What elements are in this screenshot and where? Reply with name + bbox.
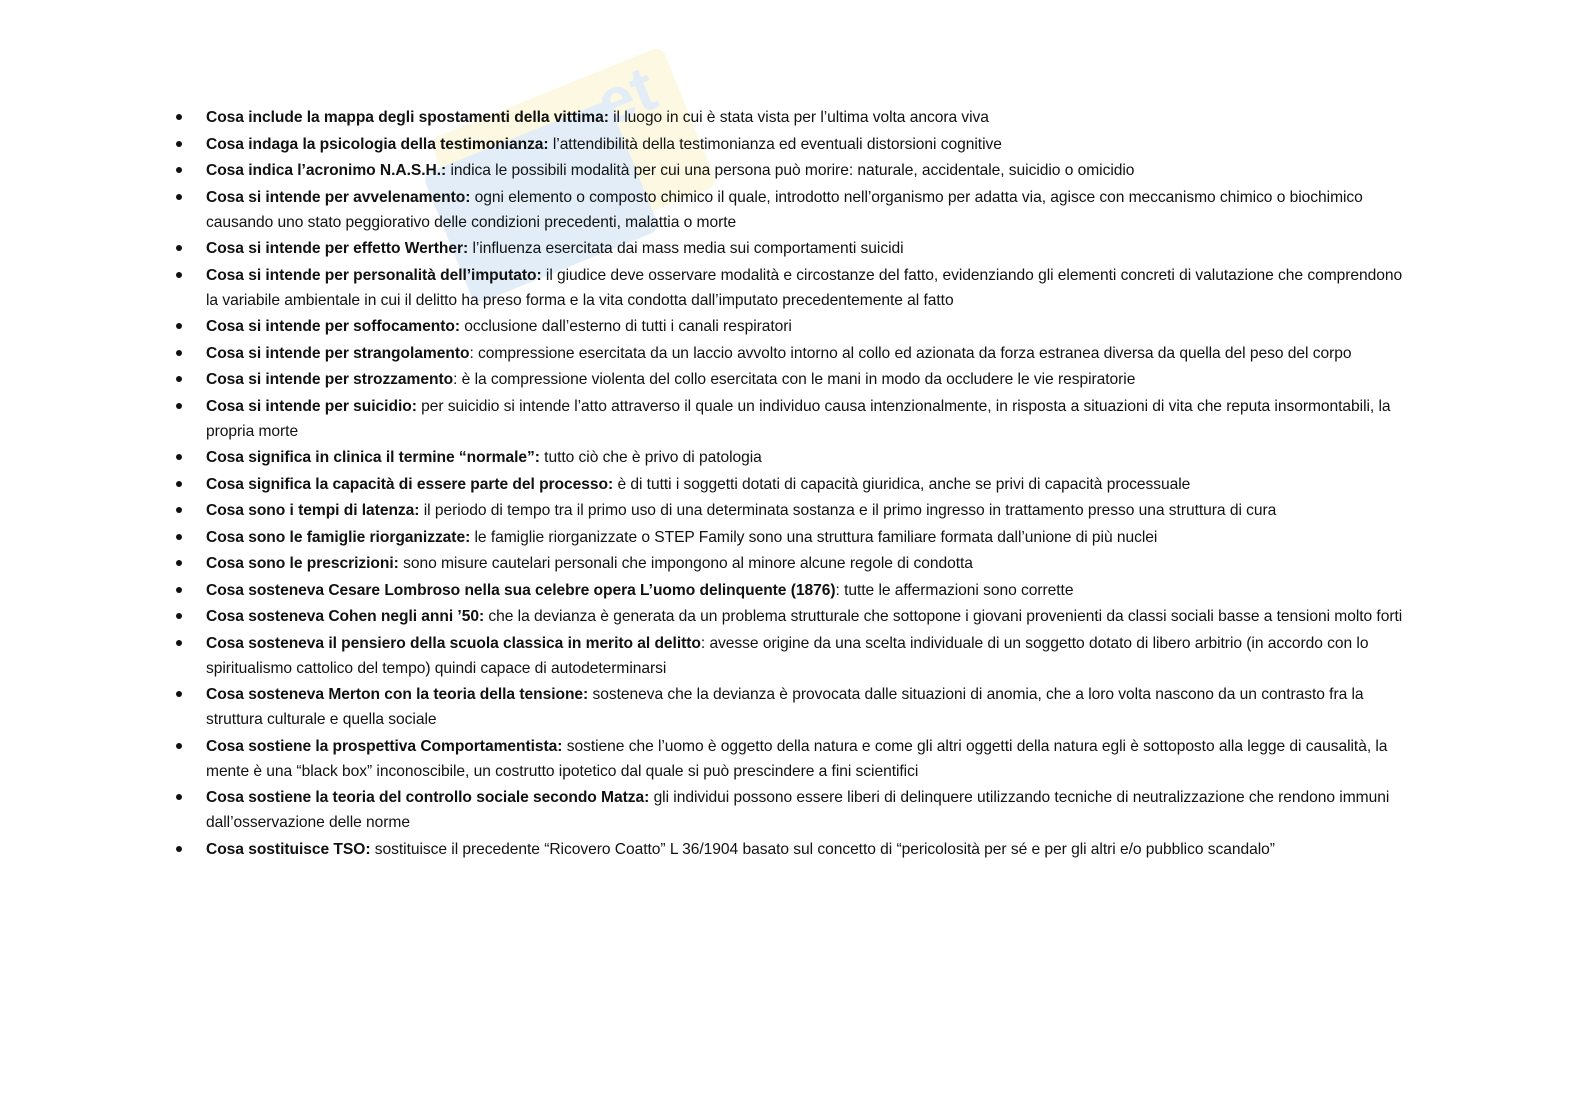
- list-item: [176, 734, 1416, 784]
- question-text: Cosa sostiene la prospettiva Comportamentista:: [206, 737, 563, 755]
- watermark-text: et: [586, 51, 666, 140]
- qa-list: [176, 105, 1416, 863]
- answer-text: : tutte le affermazioni sono corrette: [835, 581, 1074, 599]
- answer-text: l’influenza esercitata dai mass media sui comportamenti suicidi: [468, 240, 904, 257]
- bullet-icon: [176, 272, 182, 278]
- list-item: [176, 551, 1416, 576]
- list-item: [176, 837, 1416, 862]
- question-text: Cosa sosteneva il pensiero della scuola classica in merito al delitto: [206, 634, 701, 652]
- list-item: [176, 105, 1416, 130]
- answer-text: l’attendibilità della testimonianza ed eventuali distorsioni cognitive: [548, 135, 1002, 153]
- bullet-icon: [176, 691, 182, 697]
- question-text: Cosa sosteneva Cesare Lombroso nella sua celebre opera L’uomo delinquente (1876): [206, 581, 836, 599]
- answer-text: il periodo di tempo tra il primo uso di una determinata sostanza e il primo ingresso in trattamento presso una struttura di cura: [419, 502, 1277, 519]
- list-item: [176, 631, 1416, 681]
- list-item: [176, 263, 1416, 313]
- question-text: Cosa si intende per soffocamento:: [206, 318, 460, 335]
- list-item: [176, 498, 1416, 523]
- answer-text: sostituisce il precedente “Ricovero Coatto” L 36/1904 basato sul concetto di “pericolosità per sé e per gli altri e/o pubblico scandalo”: [370, 840, 1275, 858]
- answer-text: sostiene che l’uomo è oggetto della natura e come gli altri oggetti della natura egli è sottoposto alla legge di causalità, la mente è una “black box” inconoscibile, un costrutto ipotetico dal quale si può prescindere a fini scientifici: [206, 737, 1388, 780]
- answer-text: : avesse origine da una scelta individuale di un soggetto dotato di libero arbitrio (in accordo con lo spiritualismo cattolico del tempo) quindi capace di autodeterminarsi: [206, 634, 1369, 677]
- question-text: Cosa sosteneva Cohen negli anni ’50:: [206, 608, 485, 625]
- bullet-icon: [176, 194, 182, 200]
- bullet-icon: [176, 587, 182, 593]
- answer-text: gli individui possono essere liberi di delinquere utilizzando tecniche di neutralizzazione che rendono immuni dall’osservazione delle norme: [206, 789, 1390, 831]
- bullet-icon: [176, 743, 182, 749]
- question-text: Cosa sono le prescrizioni:: [206, 555, 399, 572]
- list-item: [176, 236, 1416, 261]
- answer-text: sono misure cautelari personali che impongono al minore alcune regole di condotta: [398, 555, 973, 572]
- question-text: Cosa sosteneva Merton con la teoria della tensione:: [206, 686, 589, 703]
- answer-text: è di tutti i soggetti dotati di capacità giuridica, anche se privi di capacità processuale: [613, 475, 1191, 493]
- answer-text: : è la compressione violenta del collo esercitata con le mani in modo da occludere le vie respiratorie: [453, 371, 1136, 388]
- question-text: Cosa sono le famiglie riorganizzate:: [206, 528, 471, 546]
- list-item: [176, 185, 1416, 235]
- bullet-icon: [176, 245, 182, 251]
- bullet-icon: [176, 481, 182, 487]
- answer-text: il giudice deve osservare modalità e circostanze del fatto, evidenziando gli elementi concreti di valutazione che comprendono la variabile ambientale in cui il delitto ha preso forma e la vita condotta dall’imputato precedentemente al fatto: [206, 266, 1403, 309]
- list-item: [176, 158, 1416, 183]
- question-text: Cosa indica l’acronimo N.A.S.H.:: [206, 162, 447, 179]
- bullet-icon: [176, 613, 182, 619]
- bullet-icon: [176, 376, 182, 382]
- question-text: Cosa indaga la psicologia della testimonianza:: [206, 135, 549, 153]
- bullet-icon: [176, 114, 182, 120]
- question-text: Cosa sostituisce TSO:: [206, 840, 371, 858]
- question-text: Cosa sostiene la teoria del controllo sociale secondo Matza:: [206, 789, 650, 806]
- list-item: [176, 525, 1416, 550]
- bullet-icon: [176, 507, 182, 513]
- list-item: [176, 132, 1416, 157]
- bullet-icon: [176, 560, 182, 566]
- answer-text: per suicidio si intende l’atto attraverso il quale un individuo causa intenzionalmente, in risposta a situazioni di vita che reputa insormontabili, la propria morte: [206, 397, 1391, 440]
- question-text: Cosa si intende per effetto Werther:: [206, 240, 469, 257]
- list-item: [176, 472, 1416, 497]
- answer-text: tutto ciò che è privo di patologia: [539, 449, 762, 466]
- list-item: [176, 394, 1416, 444]
- question-text: Cosa si intende per avvelenamento:: [206, 188, 471, 206]
- answer-text: : compressione esercitata da un laccio avvolto intorno al collo ed azionata da forza estranea diversa da quella del peso del corpo: [469, 344, 1352, 362]
- bullet-icon: [176, 167, 182, 173]
- list-item: [176, 682, 1416, 732]
- bullet-icon: [176, 454, 182, 460]
- list-item: [176, 367, 1416, 392]
- question-text: Cosa significa in clinica il termine “normale”:: [206, 449, 540, 466]
- bullet-icon: [176, 350, 182, 356]
- list-item: [176, 314, 1416, 339]
- list-item: [176, 604, 1416, 629]
- list-item: [176, 578, 1416, 603]
- answer-text: occlusione dall’esterno di tutti i canali respiratori: [459, 318, 792, 335]
- question-text: Cosa si intende per suicidio:: [206, 397, 417, 415]
- list-item: [176, 785, 1416, 835]
- bullet-icon: [176, 846, 182, 852]
- answer-text: indica le possibili modalità per cui una persona può morire: naturale, accidentale, suicidio o omicidio: [446, 162, 1135, 179]
- list-item: [176, 341, 1416, 366]
- list-item: [176, 445, 1416, 470]
- bullet-icon: [176, 141, 182, 147]
- question-text: Cosa sono i tempi di latenza:: [206, 502, 420, 519]
- bullet-icon: [176, 403, 182, 409]
- question-text: Cosa si intende per personalità dell’imputato:: [206, 266, 542, 284]
- question-text: Cosa include la mappa degli spostamenti della vittima:: [206, 109, 609, 126]
- question-text: Cosa si intende per strozzamento: [206, 371, 454, 388]
- bullet-icon: [176, 794, 182, 800]
- question-text: Cosa si intende per strangolamento: [206, 344, 470, 362]
- answer-text: ogni elemento o composto chimico il quale, introdotto nell’organismo per adatta via, agisce con meccanismo chimico o biochimico causando uno stato peggiorativo delle condizioni precedenti, malattia o morte: [206, 188, 1363, 231]
- answer-text: le famiglie riorganizzate o STEP Family sono una struttura familiare formata dall’unione di più nuclei: [470, 528, 1158, 546]
- answer-text: sosteneva che la devianza è provocata dalle situazioni di anomia, che a loro volta nascono da un contrasto fra la struttura culturale e quella sociale: [206, 686, 1364, 728]
- bullet-icon: [176, 640, 182, 646]
- answer-text: il luogo in cui è stata vista per l’ultima volta ancora viva: [608, 109, 989, 126]
- answer-text: che la devianza è generata da un problema strutturale che sottopone i giovani provenienti da classi sociali basse a tensioni molto forti: [484, 608, 1403, 625]
- bullet-icon: [176, 534, 182, 540]
- bullet-icon: [176, 323, 182, 329]
- question-text: Cosa significa la capacità di essere parte del processo:: [206, 475, 614, 493]
